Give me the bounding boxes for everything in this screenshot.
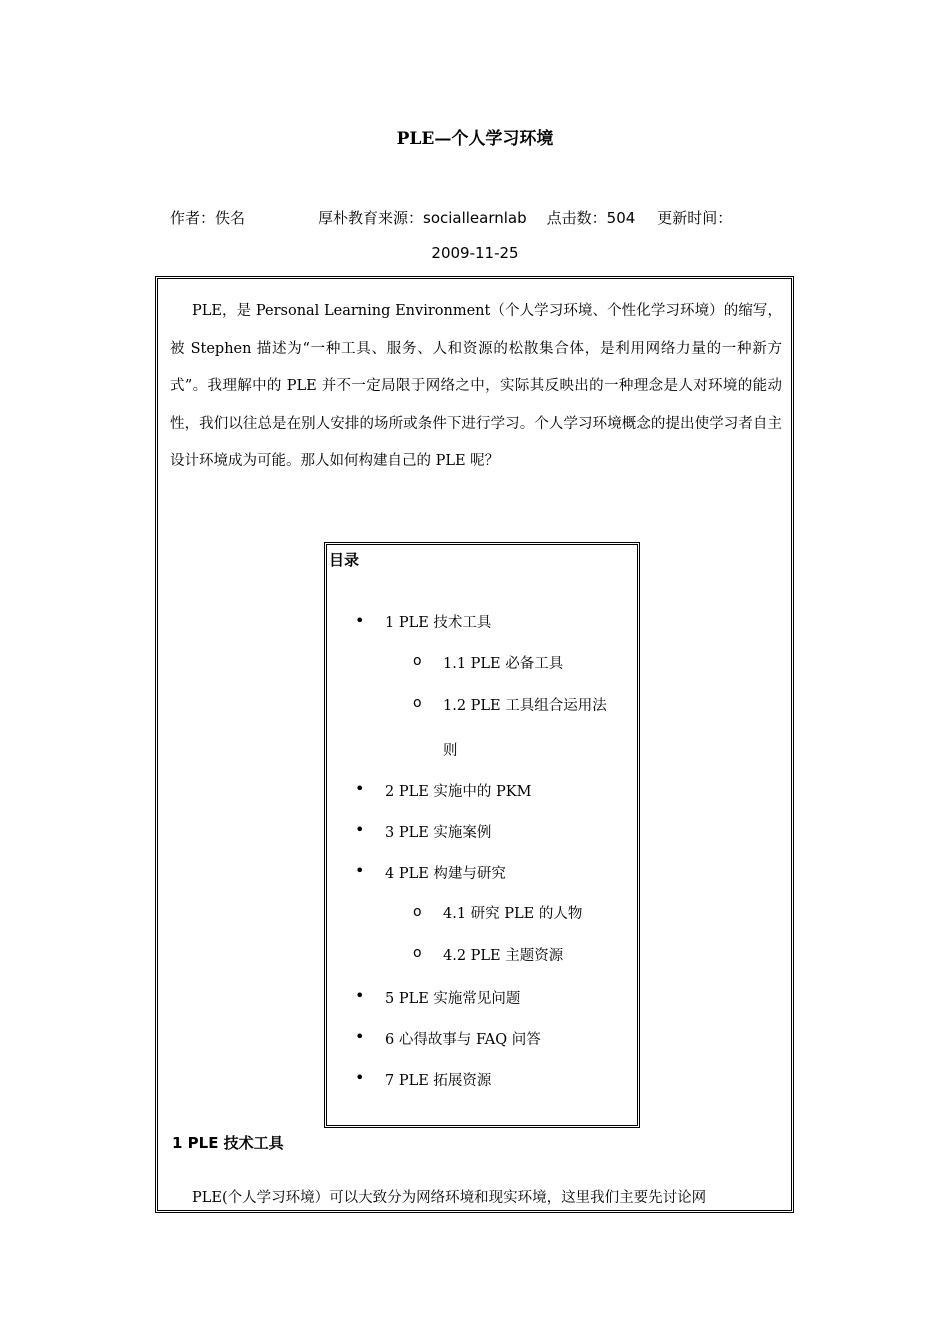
toc-link[interactable]: 1.1 PLE 必备工具	[443, 656, 564, 672]
author: 作者：佚名	[170, 209, 246, 227]
intro-paragraph: PLE，是 Personal Learning Environment（个人学习环境、个性化学习环境）的缩写，被 Stephen 描述为“一种工具、服务、人和资源的松散集合体，是利用网络力量的一种新方式”。我理解中的 PLE 并不一定局限于网络之中，实际其反映出的一种理念是人对环境的能动性，我们以往总是在别人安排的场所或条件下进行学习。个人学习环境概念的提出使学习者自主设计环境成为可能。那人如何构建自己的 PLE 呢？	[170, 303, 782, 469]
section-paragraph: PLE(个人学习环境）可以大致分为网络环境和现实环境，这里我们主要先讨论网	[192, 1190, 707, 1206]
bullet-icon: •	[355, 986, 365, 1005]
click-count: 点击数：504	[546, 209, 636, 227]
bullet-icon: •	[355, 611, 365, 630]
sub-bullet-icon: o	[413, 904, 422, 920]
source: 厚朴教育来源：sociallearnlab	[318, 209, 527, 227]
toc-link[interactable]: 6 心得故事与 FAQ 问答	[385, 1032, 541, 1048]
update-date: 2009-11-25	[431, 244, 519, 262]
toc-link[interactable]: 7 PLE 拓展资源	[385, 1073, 492, 1089]
toc-link[interactable]: 4.2 PLE 主题资源	[443, 948, 564, 964]
sub-bullet-icon: o	[413, 695, 422, 711]
document-title: PLE—个人学习环境	[396, 129, 554, 149]
sub-bullet-icon: o	[413, 945, 422, 961]
toc-link-continued[interactable]: 则	[443, 743, 458, 759]
toc-title: 目录	[329, 551, 360, 569]
toc-link[interactable]: 1 PLE 技术工具	[385, 615, 492, 631]
sub-bullet-icon: o	[413, 653, 422, 669]
toc-link[interactable]: 4.1 研究 PLE 的人物	[443, 906, 583, 922]
bullet-icon: •	[355, 1068, 365, 1087]
toc-link[interactable]: 1.2 PLE 工具组合运用法	[443, 698, 607, 714]
bullet-icon: •	[355, 1027, 365, 1046]
toc-link[interactable]: 5 PLE 实施常见问题	[385, 991, 521, 1007]
table-of-contents	[324, 542, 640, 1128]
bullet-icon: •	[355, 779, 365, 798]
toc-link[interactable]: 3 PLE 实施案例	[385, 825, 492, 841]
toc-link[interactable]: 4 PLE 构建与研究	[385, 866, 506, 882]
bullet-icon: •	[355, 820, 365, 839]
article-meta	[170, 207, 790, 228]
content-frame	[155, 276, 794, 1213]
toc-link[interactable]: 2 PLE 实施中的 PKM	[385, 784, 532, 800]
update-time-label: 更新时间：	[657, 209, 733, 227]
bullet-icon: •	[355, 861, 365, 880]
section-heading: 1 PLE 技术工具	[172, 1134, 284, 1152]
